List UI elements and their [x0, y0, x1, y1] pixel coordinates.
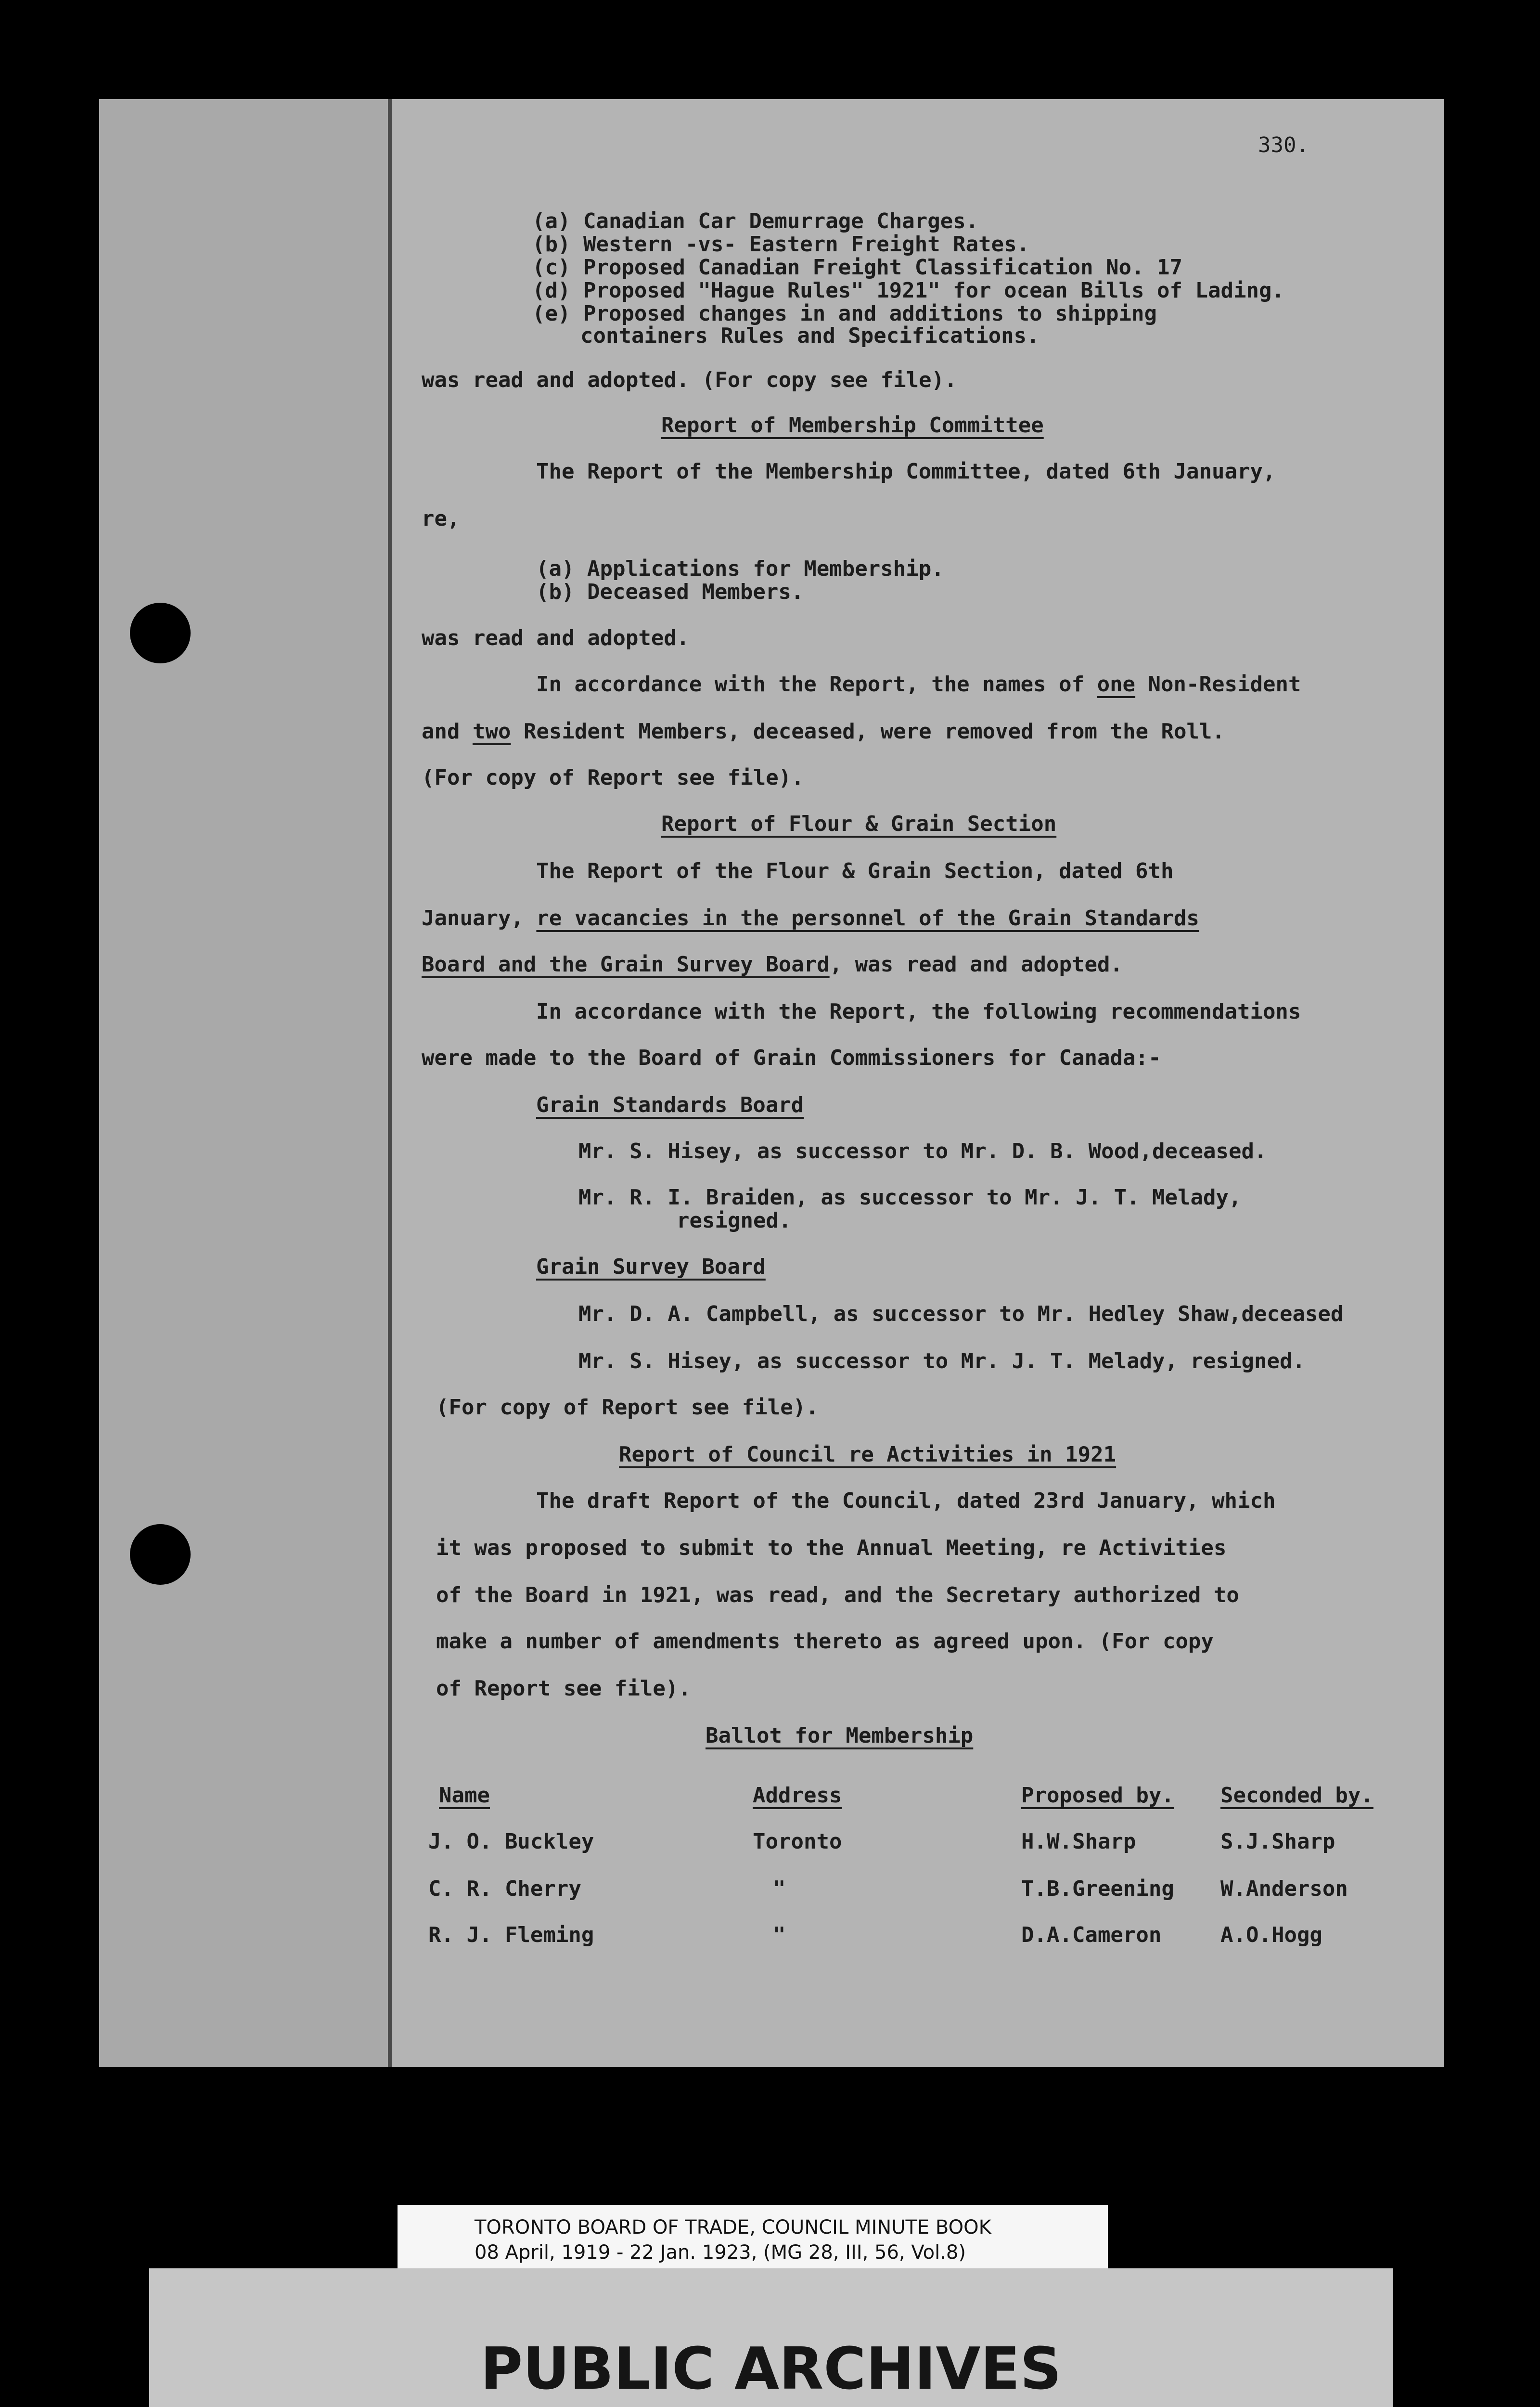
membership-paragraph-line: and two Resident Members, deceased, were removed from the Roll.	[422, 719, 1225, 744]
page-number: 330.	[1258, 133, 1309, 157]
agenda-item: (b) Western -vs- Eastern Freight Rates.	[532, 232, 1030, 257]
ballot-column-header: Address	[753, 1783, 842, 1808]
binder-hole-bottom	[130, 1524, 191, 1585]
council-line: make a number of amendments thereto as agreed upon. (For copy	[436, 1629, 1214, 1654]
ballot-cell: T.B.Greening	[1021, 1876, 1174, 1901]
ballot-column-header: Name	[439, 1783, 490, 1808]
membership-paragraph-line: In accordance with the Report, the names of one Non-Resident	[536, 672, 1301, 697]
membership-adopted: was read and adopted.	[422, 626, 690, 650]
agenda-item: containers Rules and Specifications.	[580, 324, 1040, 348]
council-line: it was proposed to submit to the Annual Meeting, re Activities	[436, 1536, 1227, 1560]
flour-grain-line: In accordance with the Report, the following recommendations	[536, 999, 1301, 1024]
membership-item: (b) Deceased Members.	[536, 580, 804, 604]
council-heading: Report of Council re Activities in 1921	[619, 1442, 1116, 1467]
flour-grain-line: were made to the Board of Grain Commissioners for Canada:-	[422, 1046, 1161, 1070]
ballot-cell: D.A.Cameron	[1021, 1923, 1162, 1947]
ballot-cell: C. R. Cherry	[428, 1876, 581, 1901]
public-archives-stamp	[149, 2268, 1393, 2407]
binder-hole-top	[130, 603, 191, 663]
grain-survey-heading: Grain Survey Board	[536, 1255, 766, 1279]
membership-item: (a) Applications for Membership.	[536, 556, 944, 581]
agenda-item: (e) Proposed changes in and additions to shipping	[532, 301, 1157, 326]
flour-grain-heading: Report of Flour & Grain Section	[661, 812, 1057, 836]
ballot-cell: "	[773, 1923, 786, 1947]
ballot-column-header: Proposed by.	[1021, 1783, 1174, 1808]
read-adopted-line: was read and adopted. (For copy see file).	[422, 368, 957, 392]
agenda-item: (c) Proposed Canadian Freight Classification No. 17	[532, 255, 1183, 280]
archive-caption-label	[398, 2205, 1108, 2277]
ballot-cell: W.Anderson	[1220, 1876, 1348, 1901]
ballot-cell: Toronto	[753, 1829, 842, 1854]
caption-line: TORONTO BOARD OF TRADE, COUNCIL MINUTE BOOK	[475, 2216, 991, 2239]
membership-line: The Report of the Membership Committee, dated 6th January,	[536, 459, 1276, 484]
ballot-cell: H.W.Sharp	[1021, 1829, 1136, 1854]
ballot-heading: Ballot for Membership	[706, 1723, 974, 1748]
membership-paragraph-line: (For copy of Report see file).	[422, 765, 804, 790]
grain-standards-entry: Mr. S. Hisey, as successor to Mr. D. B. Wood,deceased.	[578, 1139, 1267, 1164]
ballot-cell: R. J. Fleming	[428, 1923, 594, 1947]
flour-grain-line: January, re vacancies in the personnel of the Grain Standards	[422, 906, 1199, 931]
page-binding-margin	[99, 99, 388, 2067]
flour-grain-copy: (For copy of Report see file).	[436, 1395, 819, 1420]
ballot-cell: A.O.Hogg	[1220, 1923, 1322, 1947]
grain-survey-entry: Mr. D. A. Campbell, as successor to Mr. Hedley Shaw,deceased	[578, 1302, 1344, 1326]
membership-heading: Report of Membership Committee	[661, 413, 1044, 438]
agenda-item: (d) Proposed "Hague Rules" 1921" for ocean Bills of Lading.	[532, 278, 1284, 303]
grain-standards-entry: Mr. R. I. Braiden, as successor to Mr. J. T. Melady,	[578, 1185, 1242, 1210]
ballot-cell: S.J.Sharp	[1220, 1829, 1335, 1854]
grain-standards-heading: Grain Standards Board	[536, 1093, 804, 1117]
flour-grain-line: Board and the Grain Survey Board, was read and adopted.	[422, 952, 1123, 977]
stamp-line: PUBLIC ARCHIVES	[480, 2336, 1062, 2403]
council-line: of Report see file).	[436, 1676, 691, 1701]
ballot-cell: "	[773, 1876, 786, 1901]
grain-standards-entry: resigned.	[677, 1208, 792, 1233]
membership-line: re,	[422, 506, 460, 531]
ballot-column-header: Seconded by.	[1220, 1783, 1373, 1808]
council-line: The draft Report of the Council, dated 23rd January, which	[536, 1488, 1276, 1513]
caption-line: 08 April, 1919 - 22 Jan. 1923, (MG 28, III, 56, Vol.8)	[475, 2241, 966, 2264]
flour-grain-line: The Report of the Flour & Grain Section, dated 6th	[536, 859, 1174, 883]
grain-survey-entry: Mr. S. Hisey, as successor to Mr. J. T. Melady, resigned.	[578, 1349, 1305, 1373]
margin-rule	[388, 99, 392, 2067]
document-page	[99, 99, 1444, 2067]
council-line: of the Board in 1921, was read, and the Secretary authorized to	[436, 1583, 1239, 1607]
ballot-cell: J. O. Buckley	[428, 1829, 594, 1854]
agenda-item: (a) Canadian Car Demurrage Charges.	[532, 209, 979, 233]
